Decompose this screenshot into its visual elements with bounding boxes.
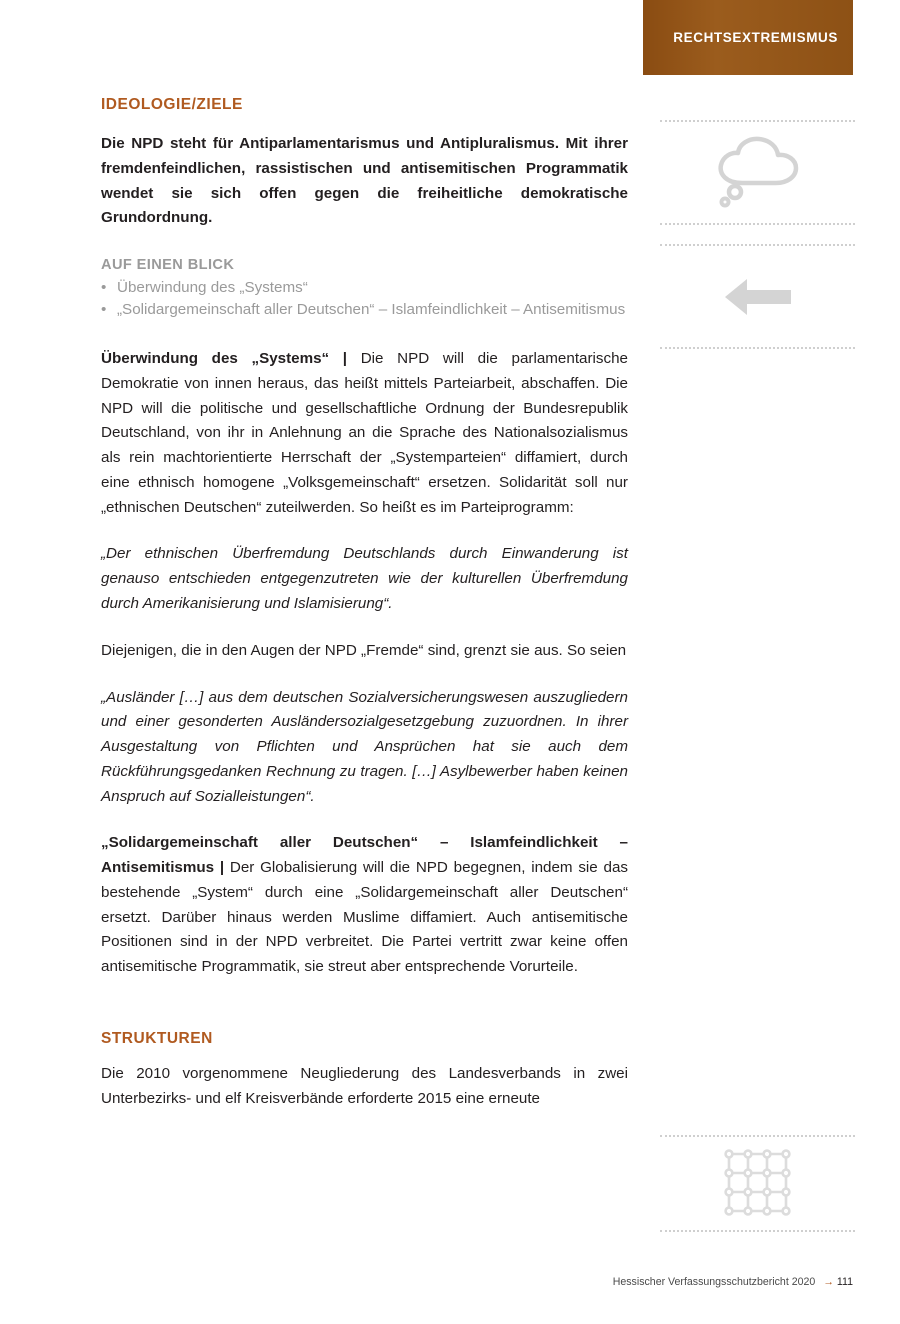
lead-paragraph: Die NPD steht für Antiparlamentarismus und Antipluralismus. Mit ihrer fremdenfeindlichen, rassistischen und antisemitischen Programmatik wendet sie sich offen gegen die freiheitliche demokratische Grundordnung.	[101, 135, 628, 227]
footer-source: Hessischer Verfassungsschutzbericht 2020	[612, 1276, 816, 1288]
paragraph-solidarity-community	[101, 831, 628, 980]
page-content	[101, 96, 628, 1134]
section-spacer	[101, 1002, 628, 1030]
paragraph-overcoming-system	[101, 347, 628, 520]
section-header-tab	[643, 0, 853, 75]
blockquote-foreigners: „Ausländer […] aus dem deutschen Sozialversicherungswesen auszugliedern und einer gesonderten Ausländersozialgesetzgebung zuzuordnen. In ihrer Ausgestaltung von Pflichten und Ansprüchen hat sie auch dem Rückführungsgedanken Rechnung zu tragen. […] Asylbewerber haben keinen Anspruch auf Sozialleistungen“.	[101, 688, 628, 805]
margin-spacer	[660, 226, 855, 244]
structures-title: STRUKTUREN	[101, 1029, 213, 1047]
margin-graphics-lower	[660, 1135, 855, 1233]
list-item: • „Solidargemeinschaft aller Deutschen“ – Islamfeindlichkeit – Antisemitismus	[101, 299, 628, 321]
left-arrow-icon	[660, 247, 855, 347]
page-title: IDEOLOGIE/ZIELE	[101, 96, 243, 113]
runin-heading-system: Überwindung des „Systems“ |	[101, 350, 348, 368]
section-header-label: RECHTSEXTREMISMUS	[673, 30, 838, 45]
paragraph-text: Der Globalisierung will die NPD begegnen, indem sie das bestehende „System“ durch eine „Solidargemeinschaft aller Deutschen“ ersetzt. Darüber hinaus werden Muslime diffamiert. Auch antisemitische Positionen sind in der NPD verbreitet. Die Partei vertritt zwar keine offen antisemitische Programmatik, sie streut aber entsprechende Vorurteile.	[101, 859, 628, 976]
margin-graphics	[660, 120, 855, 350]
page-number: 111	[836, 1276, 853, 1288]
page-footer	[0, 1276, 900, 1288]
arrow-right-icon: →	[823, 1276, 834, 1288]
runin-heading-solidarity: „Solidargemeinschaft aller Deutschen“ – Islamfeindlichkeit – Antisemitismus |	[101, 834, 628, 877]
dotted-divider	[660, 1230, 855, 1233]
paragraph-text: Die NPD will die parlamentarische Demokratie von innen heraus, das heißt mittels Parteiarbeit, abschaffen. Die NPD will die politische und gesellschaftliche Ordnung der Bundesrepublik Deutschland, von ihr in Anlehnung an die Sprache des Nationalsozialismus als rein machtorientierte Herrschaft der „Systemparteien“ diffamiert, durch eine ethnisch homogene „Volksgemeinschaft“ ersetzen. Solidarität soll nur „ethnischen Deutschen“ zuteilwerden. So heißt es im Parteiprogramm:	[101, 350, 629, 516]
thought-bubble-icon	[660, 123, 855, 223]
network-grid-icon	[660, 1138, 855, 1230]
blockquote-overforeignisation: „Der ethnischen Überfremdung Deutschlands durch Einwanderung ist genauso entschieden entgegenzutreten wie der kulturellen Überfremdung durch Amerikanisierung und Islamisierung“.	[101, 545, 628, 613]
list-item: • Überwindung des „Systems“	[101, 277, 628, 299]
dotted-divider	[660, 347, 855, 350]
at-a-glance-title: AUF EINEN BLICK	[101, 257, 235, 274]
at-a-glance-list	[101, 277, 628, 321]
paragraph-exclusion: Diejenigen, die in den Augen der NPD „Fremde“ sind, grenzt sie aus. So seien	[101, 641, 627, 659]
paragraph-structures: Die 2010 vorgenommene Neugliederung des Landesverbands in zwei Unterbezirks- und elf Kreisverbände erforderte 2015 eine erneute	[101, 1064, 628, 1107]
